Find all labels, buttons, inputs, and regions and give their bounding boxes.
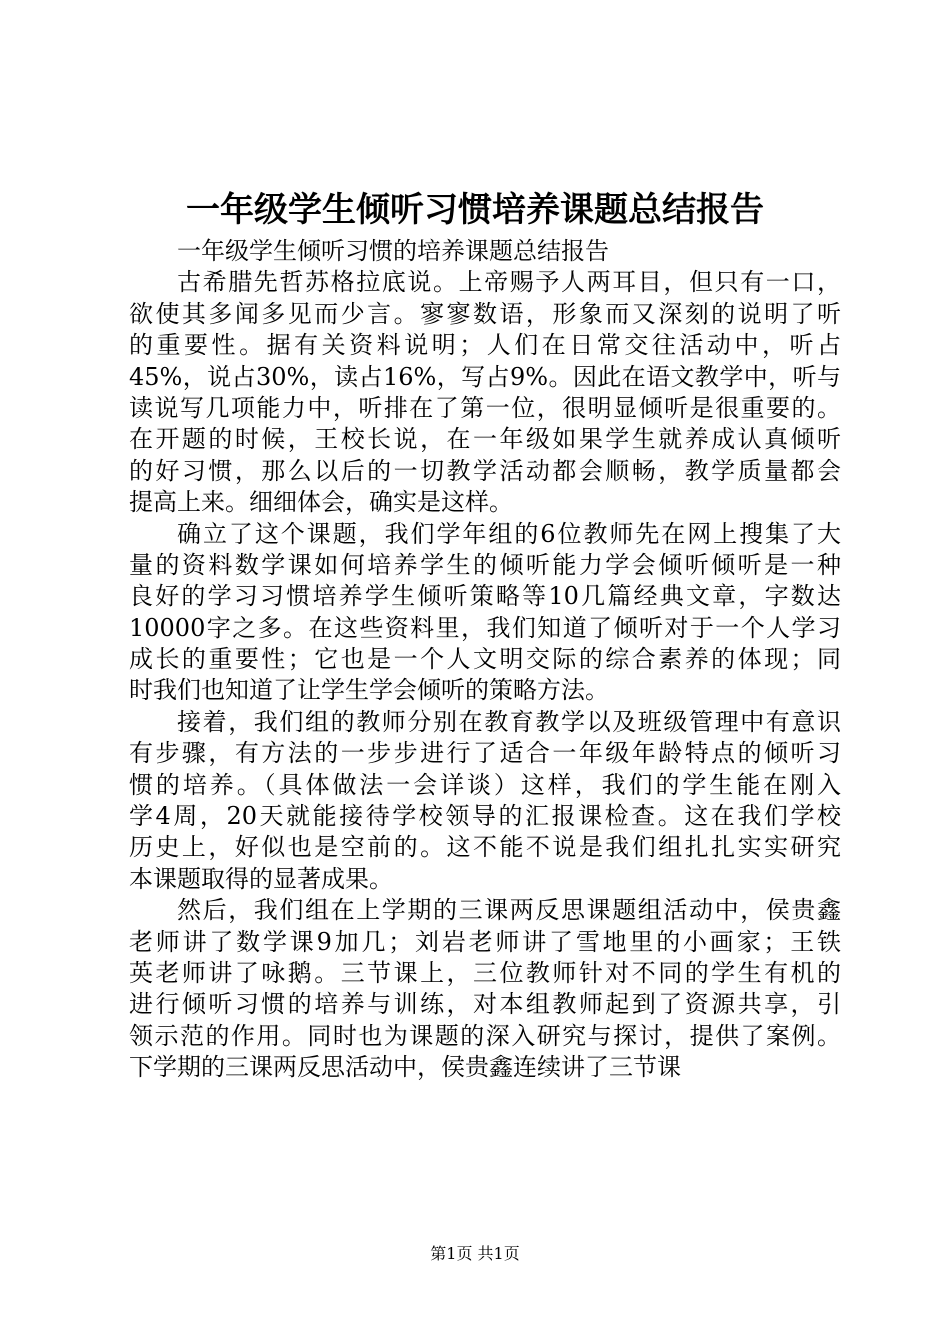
body-line: 10000字之多。在这些资料里，我们知道了倾听对于一个人学习 [129,613,841,642]
body-line: 良好的学习习惯培养学生倾听策略等10几篇经典文章，字数达 [129,582,841,611]
body-line: 时我们也知道了让学生学会倾听的策略方法。 [129,676,609,705]
body-line: 量的资料数学课如何培养学生的倾听能力学会倾听倾听是一种 [129,550,841,579]
body-line: 惯的培养。（具体做法一会详谈）这样，我们的学生能在刚入 [129,770,841,799]
body-line: 历史上，好似也是空前的。这不能不说是我们组扎扎实实研究 [129,833,841,862]
body-line: 古希腊先哲苏格拉底说。上帝赐予人两耳目，但只有一口， [177,268,841,297]
document-body [129,236,841,1084]
body-line: 的重要性。据有关资料说明；人们在日常交往活动中，听占 [129,331,841,360]
body-line: 英老师讲了咏鹅。三节课上，三位教师针对不同的学生有机的 [129,958,841,987]
body-line: 在开题的时候，王校长说，在一年级如果学生就养成认真倾听 [129,425,841,454]
page-footer: 第1页 共1页 [430,1244,520,1263]
body-line: 45%，说占30%，读占16%，写占9%。因此在语文教学中，听与 [129,362,841,391]
body-line: 提高上来。细细体会，确实是这样。 [129,488,513,517]
body-line: 学4周，20天就能接待学校领导的汇报课检查。这在我们学校 [129,802,841,831]
body-line: 领示范的作用。同时也为课题的深入研究与探讨，提供了案例。 [129,1021,841,1050]
document-title: 一年级学生倾听习惯培养课题总结报告 [186,190,764,230]
body-line: 然后，我们组在上学期的三课两反思课题组活动中，侯贵鑫 [177,896,841,925]
body-line: 老师讲了数学课9加几；刘岩老师讲了雪地里的小画家；王铁 [129,927,841,956]
body-line: 确立了这个课题，我们学年组的6位教师先在网上搜集了大 [177,519,841,548]
body-line: 欲使其多闻多见而少言。寥寥数语，形象而又深刻的说明了听 [129,299,841,328]
body-line: 的好习惯，那么以后的一切教学活动都会顺畅，教学质量都会 [129,456,841,485]
body-line: 读说写几项能力中，听排在了第一位，很明显倾听是很重要的。 [129,393,841,422]
body-line: 一年级学生倾听习惯的培养课题总结报告 [177,237,609,265]
body-line: 有步骤，有方法的一步步进行了适合一年级年龄特点的倾听习 [129,739,841,768]
body-line: 成长的重要性；它也是一个人文明交际的综合素养的体现；同 [129,645,841,674]
body-line: 接着，我们组的教师分别在教育教学以及班级管理中有意识 [177,707,841,736]
body-line: 下学期的三课两反思活动中，侯贵鑫连续讲了三节课 [129,1053,681,1082]
body-line: 进行倾听习惯的培养与训练，对本组教师起到了资源共享，引 [129,990,841,1019]
body-line: 本课题取得的显著成果。 [129,864,393,893]
